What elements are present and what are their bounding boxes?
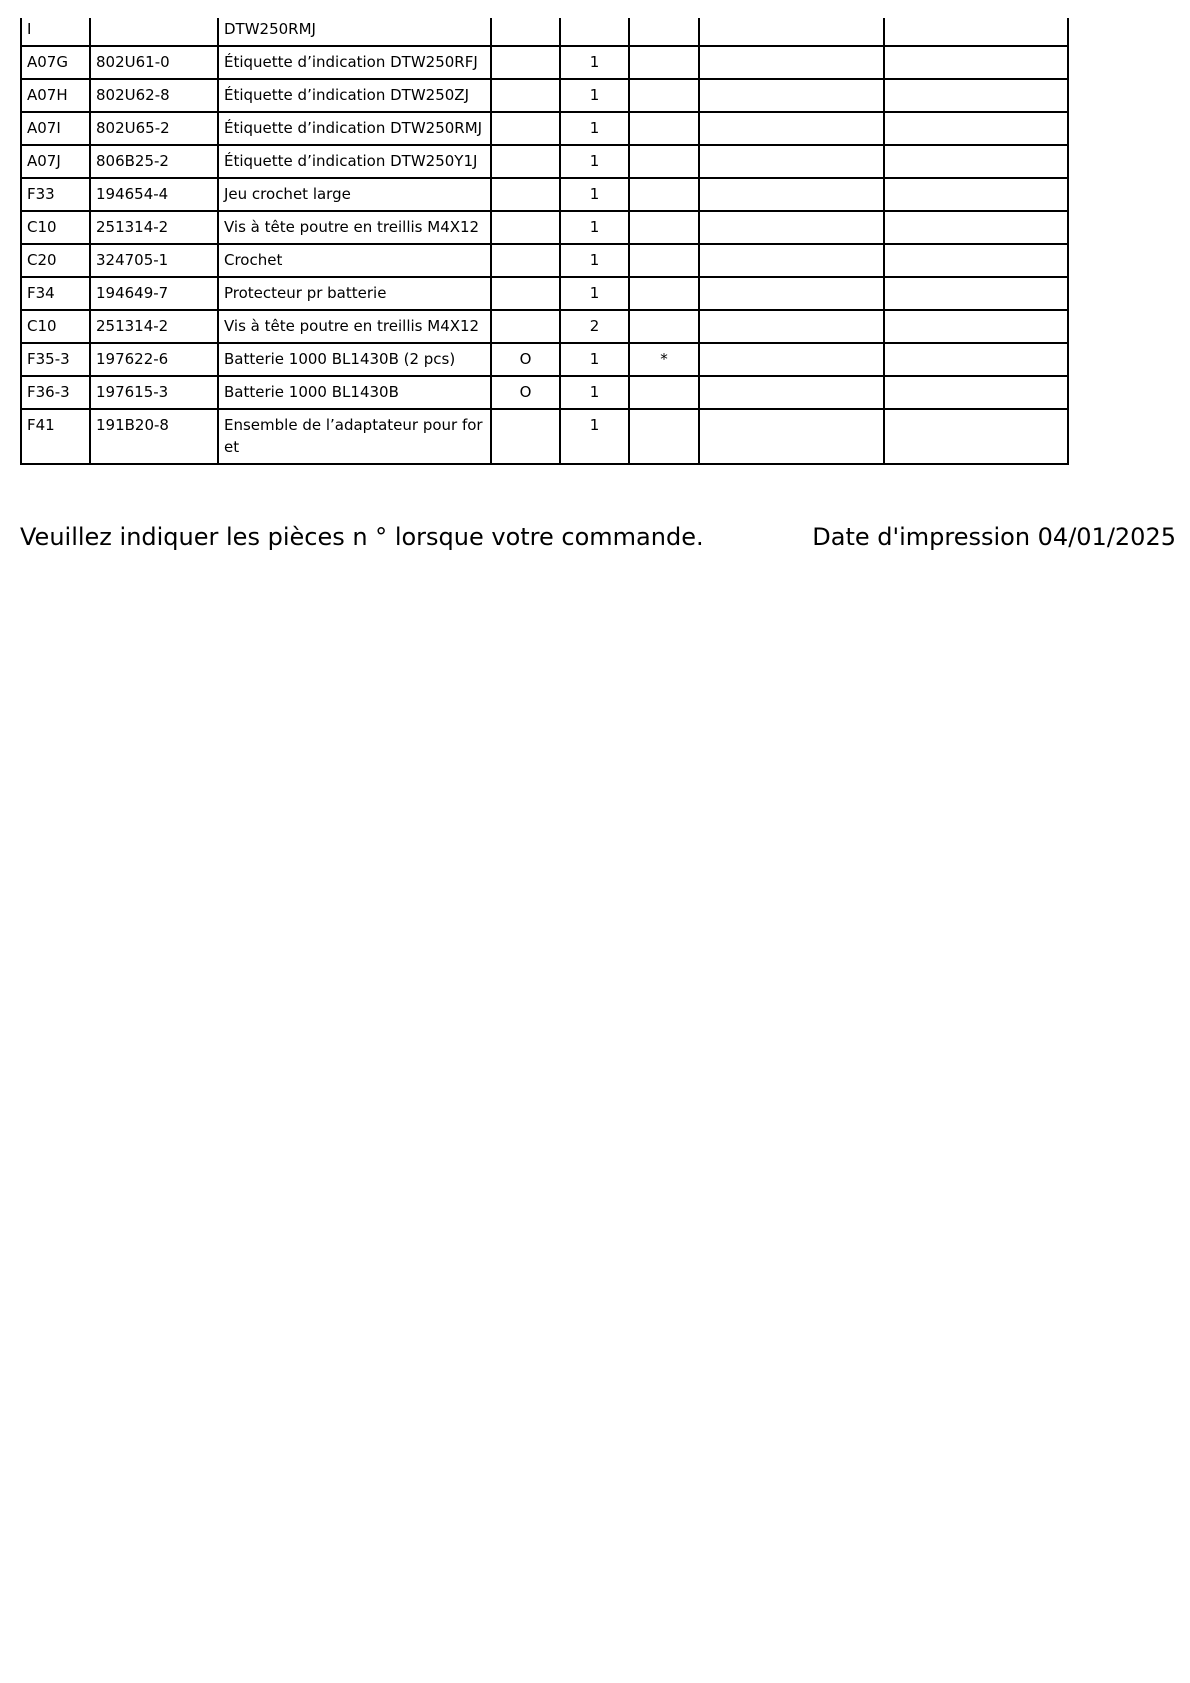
blank-cell [884,244,1068,277]
ref-cell: C10 [21,310,90,343]
note-cell [629,46,699,79]
note-cell [629,310,699,343]
option-cell [491,277,560,310]
ref-cell: A07G [21,46,90,79]
quantity-cell: 2 [560,310,629,343]
option-cell [491,178,560,211]
table-row [21,79,1068,112]
table-row [21,310,1068,343]
quantity-cell: 1 [560,178,629,211]
table-row [21,178,1068,211]
blank-cell [699,343,884,376]
parts-table-body [21,18,1068,464]
blank-cell [699,244,884,277]
blank-cell [884,376,1068,409]
quantity-cell: 1 [560,112,629,145]
blank-cell [884,79,1068,112]
ref-cell: A07I [21,112,90,145]
quantity-cell: 1 [560,277,629,310]
blank-cell [884,343,1068,376]
note-cell [629,79,699,112]
option-cell [491,46,560,79]
table-row [21,145,1068,178]
quantity-cell: 1 [560,79,629,112]
part-number-cell [90,18,218,46]
part-number-cell: 324705-1 [90,244,218,277]
blank-cell [699,18,884,46]
ref-cell: F35-3 [21,343,90,376]
ref-cell: A07H [21,79,90,112]
part-number-cell: 194654-4 [90,178,218,211]
part-number-cell: 802U62-8 [90,79,218,112]
blank-cell [699,409,884,464]
table-row [21,343,1068,376]
quantity-cell: 1 [560,409,629,464]
note-cell [629,376,699,409]
ref-cell: C20 [21,244,90,277]
table-row [21,277,1068,310]
ref-cell: F41 [21,409,90,464]
description-cell: Ensemble de l’adaptateur pour foret [218,409,491,464]
option-cell [491,18,560,46]
option-cell [491,145,560,178]
option-cell [491,79,560,112]
description-cell: Étiquette d’indication DTW250Y1J [218,145,491,178]
part-number-cell: 197622-6 [90,343,218,376]
option-cell [491,409,560,464]
blank-cell [884,277,1068,310]
description-cell: Protecteur pr batterie [218,277,491,310]
note-cell [629,409,699,464]
note-cell [629,277,699,310]
table-row [21,211,1068,244]
parts-table [20,18,1069,465]
blank-cell [884,145,1068,178]
option-cell: O [491,376,560,409]
blank-cell [699,79,884,112]
blank-cell [884,211,1068,244]
description-cell: Vis à tête poutre en treillis M4X12 [218,310,491,343]
option-cell [491,112,560,145]
option-cell [491,211,560,244]
description-cell: DTW250RMJ [218,18,491,46]
blank-cell [699,46,884,79]
description-cell: Jeu crochet large [218,178,491,211]
table-row [21,112,1068,145]
table-row [21,376,1068,409]
ref-cell: A07J [21,145,90,178]
note-cell [629,145,699,178]
blank-cell [884,409,1068,464]
part-number-cell: 802U61-0 [90,46,218,79]
blank-cell [884,310,1068,343]
description-cell: Étiquette d’indication DTW250ZJ [218,79,491,112]
ref-cell: F36-3 [21,376,90,409]
table-row [21,409,1068,464]
table-row [21,244,1068,277]
order-instruction-note: Veuillez indiquer les pièces n ° lorsque votre commande. [20,523,704,551]
quantity-cell: 1 [560,244,629,277]
description-cell: Batterie 1000 BL1430B [218,376,491,409]
ref-cell: F34 [21,277,90,310]
blank-cell [699,145,884,178]
description-cell: Batterie 1000 BL1430B (2 pcs) [218,343,491,376]
quantity-cell: 1 [560,145,629,178]
blank-cell [699,178,884,211]
blank-cell [699,310,884,343]
quantity-cell: 1 [560,46,629,79]
description-cell: Crochet [218,244,491,277]
part-number-cell: 251314-2 [90,211,218,244]
blank-cell [884,18,1068,46]
blank-cell [699,112,884,145]
option-cell [491,244,560,277]
description-cell: Vis à tête poutre en treillis M4X12 [218,211,491,244]
quantity-cell: 1 [560,211,629,244]
note-cell [629,112,699,145]
ref-cell: F33 [21,178,90,211]
option-cell: O [491,343,560,376]
option-cell [491,310,560,343]
part-number-cell: 194649-7 [90,277,218,310]
ref-cell: C10 [21,211,90,244]
quantity-cell: 1 [560,376,629,409]
note-cell [629,211,699,244]
ref-cell: I [21,18,90,46]
blank-cell [699,376,884,409]
blank-cell [699,277,884,310]
print-date: Date d'impression 04/01/2025 [812,523,1176,551]
note-cell [629,18,699,46]
blank-cell [884,112,1068,145]
table-row [21,18,1068,46]
description-cell: Étiquette d’indication DTW250RFJ [218,46,491,79]
description-cell: Étiquette d’indication DTW250RMJ [218,112,491,145]
part-number-cell: 251314-2 [90,310,218,343]
part-number-cell: 806B25-2 [90,145,218,178]
part-number-cell: 802U65-2 [90,112,218,145]
quantity-cell [560,18,629,46]
note-cell [629,244,699,277]
blank-cell [884,178,1068,211]
part-number-cell: 197615-3 [90,376,218,409]
blank-cell [699,211,884,244]
blank-cell [884,46,1068,79]
quantity-cell: 1 [560,343,629,376]
note-cell: * [629,343,699,376]
note-cell [629,178,699,211]
table-row [21,46,1068,79]
part-number-cell: 191B20-8 [90,409,218,464]
